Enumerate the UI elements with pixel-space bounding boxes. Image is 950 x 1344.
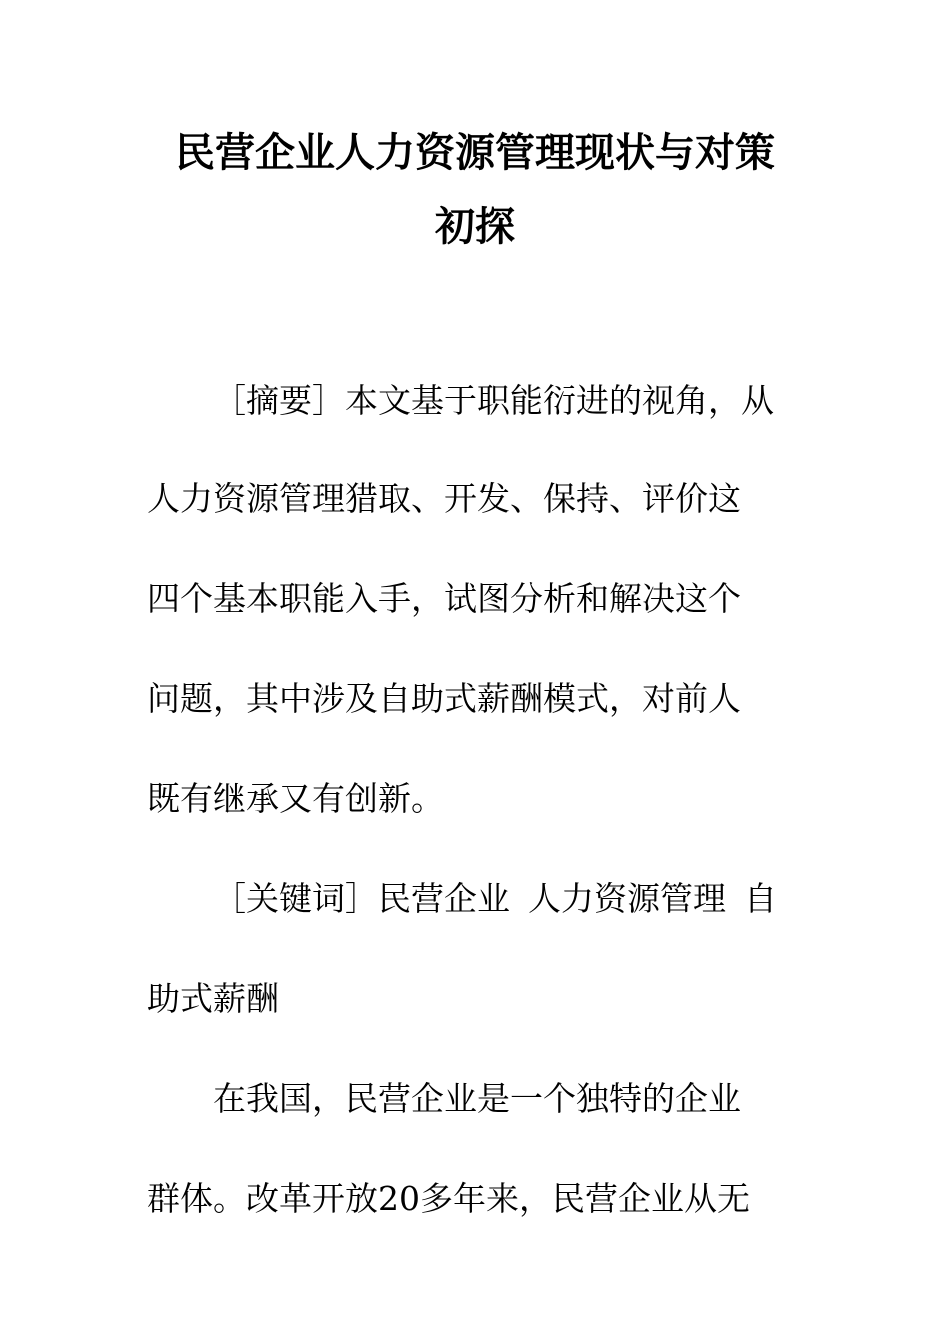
abstract-line-4: 问题，其中涉及自助式薪酬模式，对前人 — [147, 679, 741, 718]
body-line-2: 群体。改革开放20多年来，民营企业从无 — [147, 1179, 750, 1218]
keywords-line-1 — [213, 881, 777, 917]
body-line-1: 在我国，民营企业是一个独特的企业 — [213, 1079, 741, 1118]
keywords-label: ［关键词］民营企业 — [213, 879, 510, 918]
document-title-line-2: 初探 — [435, 203, 515, 250]
keyword-hrm: 人力资源管理 — [528, 879, 726, 918]
document-title-line-1: 民营企业人力资源管理现状与对策 — [175, 129, 775, 176]
abstract-line-2: 人力资源管理猎取、开发、保持、评价这 — [147, 479, 741, 518]
keyword-self-service-start: 自 — [744, 879, 777, 918]
abstract-line-5: 既有继承又有创新。 — [147, 779, 444, 818]
abstract-line-1: ［摘要］本文基于职能衍进的视角，从 — [213, 381, 774, 420]
keywords-line-2: 助式薪酬 — [147, 979, 279, 1018]
abstract-line-3: 四个基本职能入手，试图分析和解决这个 — [147, 579, 741, 618]
